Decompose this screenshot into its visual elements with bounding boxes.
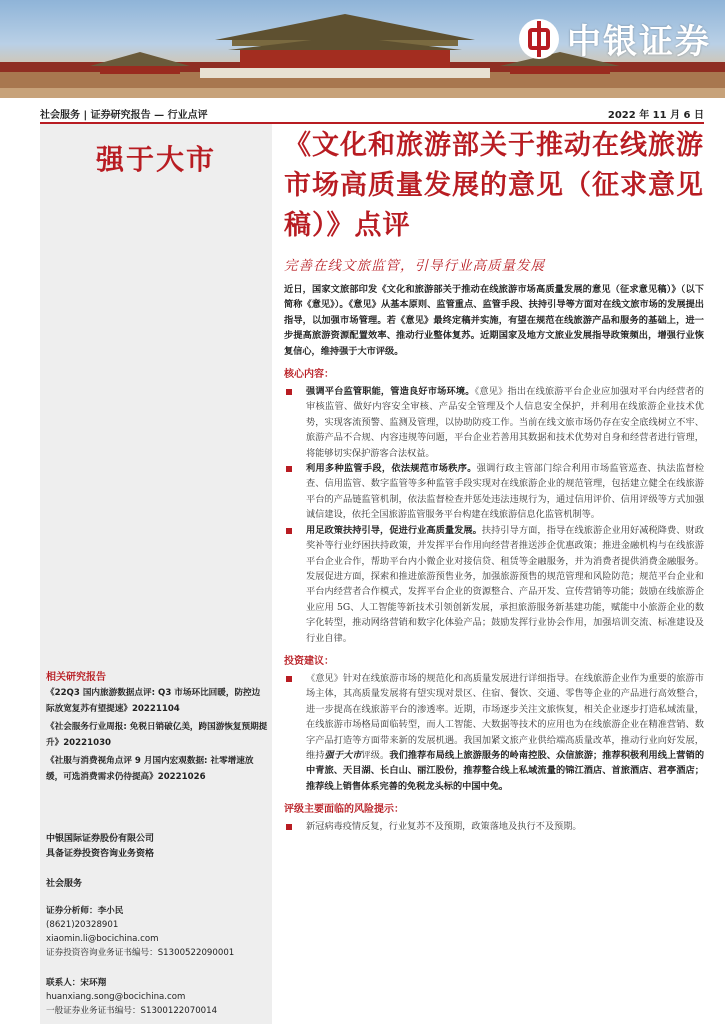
bullet-lead: 强调平台监管职能，管造良好市场环境。 [306,386,475,398]
risk-title: 评级主要面临的风险提示： [284,804,404,816]
industry-rating: 强于大市 [95,143,216,176]
analyst-label: 证券分析师： [46,906,98,916]
company-name: 中银国际证券股份有限公司 [46,834,155,844]
bullet-text: 扶持引导方面，指导在线旅游企业用好减税降费、财政奖补等行业纾困扶持政策，并发挥平台作用向经营者推送涉企优惠政策；推进金融机构与在线旅游平台企业合作，帮助平台内小微企业对接信贷、租赁等金融服务，并为消费者提供消费金融服务。发展促进方面，探索和推进旅游预售业务，加强旅游预售的规范管理和风险防范；规范平台企业和平台内经营者合作模式，发挥平台企业的资源整合、产品开发、宣传营销等功能；鼓励在线旅游企业应用 5G、人工智能等新技术引领创新发展，承担旅游服务新基建功能，赋能中小旅游企业的数字化转型，推动网络营销和数字化体验产品；鼓励发挥行业协会作用，加强培训交流、标准建设及行业自律。 [306,524,704,644]
investment-list [284,671,704,794]
investment-text: 《意见》针对在线旅游市场的规范化和高质量发展进行详细指导。在线旅游企业作为重要的旅游市场主体，其高质量发展将有望实现对景区、住宿、餐饮、交通、零售等企业的产品进行高效整合，进一步提高在线旅游平台的渗透率。近期，市场逐步关注文旅恢复，相关企业逐步打造私域流量，在线旅游市场格局面临转型，而人工智能、大数据等技术的应用也为在线旅游企业在精准营销、数字产品打造等方面带来新的发展机遇。我国加紧文旅产业供给端高质量改革，推动行业向好发展，维持 [306,672,704,761]
boc-logo-icon [519,19,559,59]
list-item [284,523,704,646]
company-info [46,832,268,862]
list-item [284,671,704,794]
core-content-list [284,384,704,646]
investment-title: 投资建议： [284,655,334,667]
analyst-name: 李小民 [97,906,124,916]
report-summary: 近日，国家文旅部印发《文化和旅游部关于推动在线旅游市场高质量发展的意见（征求意见稿）》（以下简称《意见》）。《意见》从基本原则、监管重点、监管手段、扶持引导等方面对在线文旅市场的发展提出指导，以加强市场管理。若《意见》最终定稿并实施，有望在规范在线旅游产品和服务的基础上，进一步提高旅游资源配置效率、推动行业整体复苏。近期国家及地方文旅业发展指导政策频出，增强行业恢复信心，维持强于大市评级。 [284,284,704,357]
sidebar [40,124,272,1024]
contact-info [46,976,268,1018]
company-qualification: 具备证券投资咨询业务资格 [46,849,155,859]
investment-rating: 强于大市 [324,749,362,761]
bullet-lead: 用足政策扶持引导，促进行业高质量发展。 [306,524,482,536]
related-reports-title: 相关研究报告 [46,672,106,683]
contact-name: 宋环翔 [80,978,107,988]
related-report-item[interactable]: 《22Q3 国内旅游数据点评: Q3 市场环比回暖，防控边际放宽复苏有望提速》20221104 [46,688,261,714]
brand-name: 中银证券 [567,22,711,62]
analyst-email[interactable]: xiaomin.li@bocichina.com [46,934,159,944]
list-item [284,819,704,834]
risk-text: 新冠病毒疫情反复，行业复苏不及预期，政策落地及执行不及预期。 [306,821,582,833]
analyst-phone: (8621)20328901 [46,920,119,930]
report-date: 2022 年 11 月 6 日 [607,110,704,121]
department: 社会服务 [46,879,83,889]
related-report-item[interactable]: 《社服与消费视角点评 9 月国内宏观数据: 社零增速放缓，可选消费需求仍待提高》20221026 [46,756,254,782]
report-title: 《文化和旅游部关于推动在线旅游市场高质量发展的意见（征求意见稿）》点评 [284,130,704,241]
risk-list [284,819,704,834]
main-content [284,126,704,835]
core-content-title: 核心内容： [284,369,334,381]
contact-email[interactable]: huanxiang.song@bocichina.com [46,992,186,1002]
bullet-text: 《意见》指出在线旅游平台企业应加强对平台内经营者的审核监管、做好内容安全审核、产品安全管理及个人信息安全保护，并利用在线旅游企业技术优势，实现客流预警、监测及管理，以协助防疫工作。当前在线文旅市场仍存在安全底线树立不牢、旅游产品不合规、内容违规等问题，平台企业若善用其数据和技术优势对自身和经营者进行管理，将能够切实保护游客合法权益。 [306,386,704,459]
list-item [284,461,704,523]
report-subtitle: 完善在线文旅监管，引导行业高质量发展 [284,258,545,274]
analyst-info [46,904,268,960]
analyst-cert: 证券投资咨询业务证书编号：S1300522090001 [46,948,235,958]
investment-mid: 评级。 [361,749,390,761]
investment-recommendation: 我们推荐布局线上旅游服务的岭南控股、众信旅游；推荐积极利用线上营销的中青旅、天目湖、长白山、丽江股份，推荐整合线上私域流量的锦江酒店、首旅酒店、君亭酒店；推荐线上销售体系完善的免税龙头标的中国中免。 [306,749,705,792]
report-category: 社会服务 | 证券研究报告 — 行业点评 [40,110,208,121]
list-item [284,384,704,461]
report-topbar [40,104,704,124]
related-reports [46,668,268,785]
bullet-text: 强调行政主管部门综合利用市场监管巡查、执法监督检查、信用监管、数字监管等多种监管手段实现对在线旅游企业的规范管理，包括建立健全在线旅游平台的产品链监管机制，依法监督检查并惩处违法违规行为，通过信用评价、信用评级等方式加强诚信建设，依托全国旅游监管服务平台构建在线旅游信息化监管机制等。 [306,463,705,521]
contact-cert: 一般证券业务证书编号：S1300122070014 [46,1006,218,1016]
contact-label: 联系人： [46,978,81,988]
related-report-item[interactable]: 《社会服务行业周报: 免税日销破亿美，跨国游恢复预期提升》20221030 [46,722,268,748]
bullet-lead: 利用多种监管手段，依法规范市场秩序。 [306,463,477,475]
header-banner [0,0,725,98]
brand-logo [519,14,711,63]
